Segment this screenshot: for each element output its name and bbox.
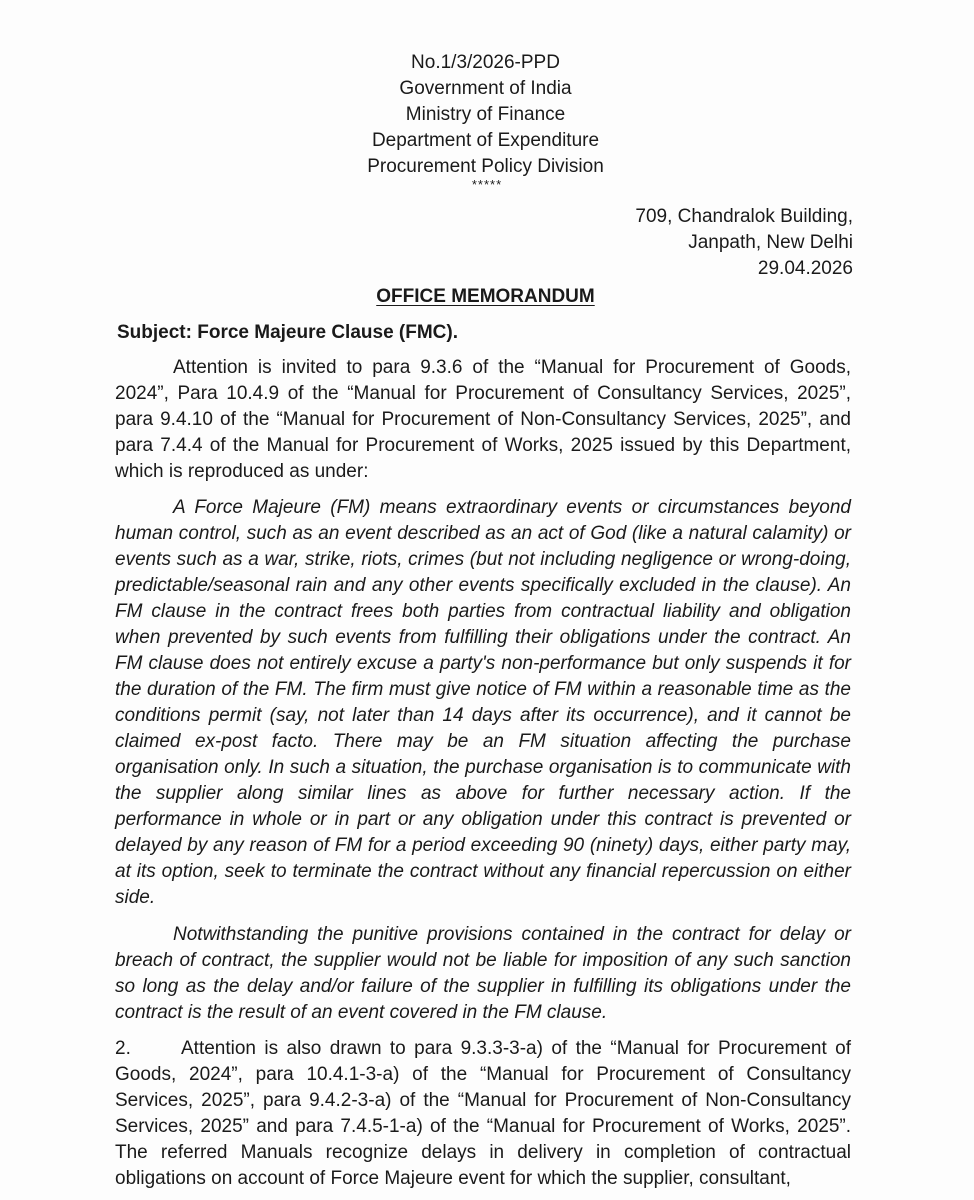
department-name: Department of Expenditure bbox=[371, 130, 600, 151]
government-name: Government of India bbox=[399, 78, 572, 99]
quoted-fm-definition: A Force Majeure (FM) means extraordinary events or circumstances beyond human control, such as an event described as an act of God (like a natural calamity) or events such as a war, strike, riots, crimes (but not including negligence or wrong-doing, predictable/seasonal rain and any other events specifically excluded in the clause). An FM clause in the contract frees both parties from contractual liability and obligation when prevented by such events from fulfilling their obligations under the contract. An FM clause does not entirely excuse a party's non-performance but only suspends it for the duration of the FM. The firm must give notice of FM within a reasonable time as the conditions permit (say, not later than 14 days after its occurrence), and it cannot be claimed ex-post facto. There may be an FM situation affecting the purchase organisation only. In such a situation, the purchase organisation is to communicate with the supplier along similar lines as above for further necessary action. If the performance in whole or in part or any obligation under this contract is prevented or delayed by any reason of FM for a period exceeding 90 (ninety) days, either party may, at its option, seek to terminate the contract without any financial repercussion on either side. bbox=[115, 497, 851, 908]
paragraph-2-text: Attention is also drawn to para 9.3.3-3-a) of the “Manual for Procurement of Goods, 2024”, para 10.4.1-3-a) of the “Manual for Procurement of Consultancy Services, 2025”, para 9.4.2-3-a) of the “Manual for Procurement of Non-Consultancy Services, 2025” and para 7.4.5-1-a) of the “Manual for Procurement of Works, 2025”. The referred Manuals recognize delays in delivery in completion of contractual obligations on account of Force Majeure event for which the supplier, consultant, bbox=[115, 1038, 851, 1189]
ministry-name: Ministry of Finance bbox=[405, 104, 566, 125]
office-address bbox=[635, 204, 853, 282]
paragraph-2 bbox=[115, 1036, 851, 1192]
intro-paragraph: Attention is invited to para 9.3.6 of the “Manual for Procurement of Goods, 2024”, Para 10.4.9 of the “Manual for Procurement of Consultancy Services, 2025”, para 9.4.10 of the “Manual for Procurement of Non-Consultancy Services, 2025”, and para 7.4.4 of the Manual for Procurement of Works, 2025 issued by this Department, which is reproduced as under: bbox=[115, 357, 851, 482]
document-header bbox=[0, 50, 974, 192]
address-line-2: Janpath, New Delhi bbox=[688, 232, 853, 253]
quoted-fm-sanction-exemption: Notwithstanding the punitive provisions contained in the contract for delay or breach of contract, the supplier would not be liable for imposition of any such sanction so long as the delay and/or failure of the supplier in fulfilling its obligations under the contract is the result of an event covered in the FM clause. bbox=[115, 924, 851, 1023]
memo-title-text: OFFICE MEMORANDUM bbox=[376, 286, 595, 307]
address-line-1: 709, Chandralok Building, bbox=[635, 206, 853, 227]
memo-date: 29.04.2026 bbox=[757, 258, 853, 279]
paragraph-number: 2. bbox=[115, 1038, 131, 1059]
reference-number: No.1/3/2026-PPD bbox=[411, 52, 560, 73]
memo-title bbox=[0, 284, 974, 310]
header-separator: ***** bbox=[471, 177, 503, 192]
division-name: Procurement Policy Division bbox=[367, 156, 604, 177]
memo-subject: Subject: Force Majeure Clause (FMC). bbox=[117, 322, 459, 343]
